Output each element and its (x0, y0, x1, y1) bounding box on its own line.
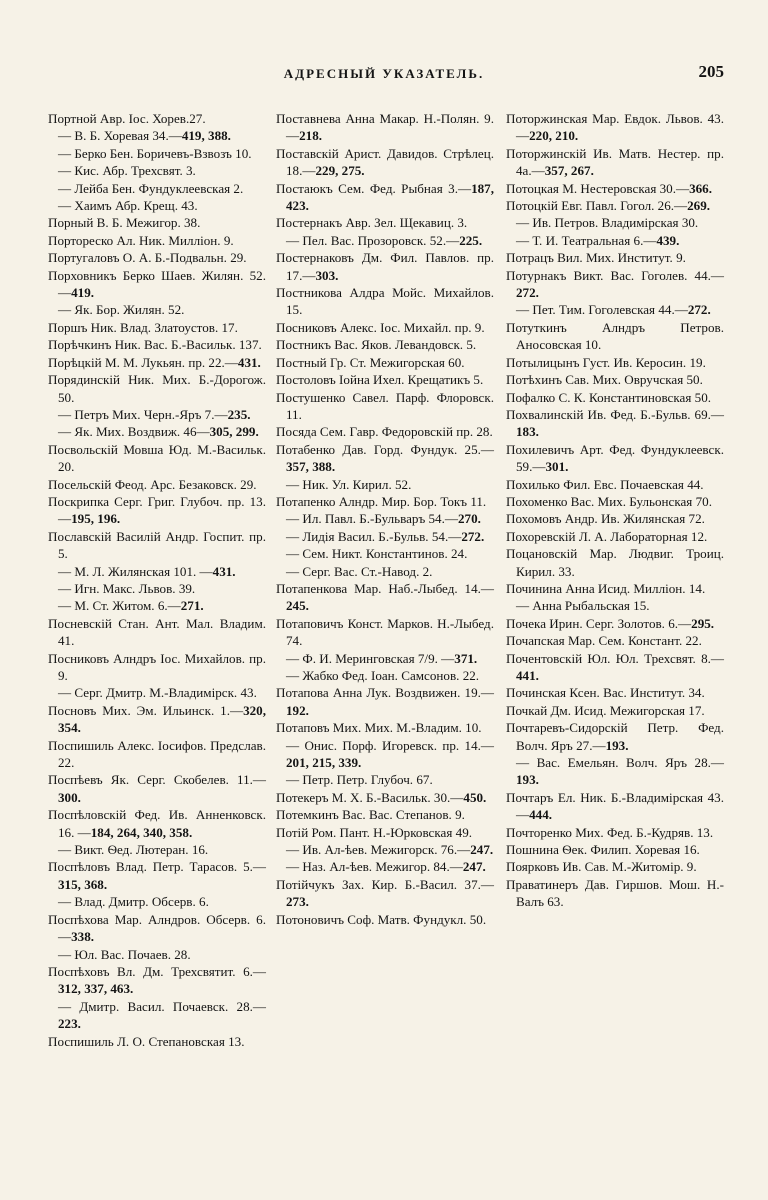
directory-entry (276, 719, 494, 736)
entry-text: — Онис. Порф. Игоревск. пр. 14.— (286, 737, 494, 753)
entry-text: Постаюкъ Сем. Фед. Рыбная 3.— (276, 180, 472, 196)
entry-text: Потемкинъ Вас. Вас. Степанов. 9. (276, 807, 465, 823)
entry-text: Поспѣхова Мар. Алндров. Обсерв. 6.— (48, 911, 266, 945)
directory-entry (276, 423, 494, 440)
directory-entry (48, 580, 266, 597)
entry-phone: 183. (516, 424, 539, 440)
directory-entry (506, 702, 724, 719)
entry-phone: 303. (315, 267, 339, 283)
directory-entry (506, 232, 724, 249)
directory-entry (506, 371, 724, 388)
directory-entry (48, 301, 266, 318)
entry-text: Потапова Анна Лук. Воздвижен. 19.— (276, 685, 494, 701)
entry-text: — Ф. И. Меринговская 7/9. — (286, 650, 455, 666)
column-1 (48, 110, 266, 1050)
entry-text: Потабенко Дав. Горд. Фундук. 25.— (276, 441, 494, 457)
directory-entry (48, 615, 266, 650)
entry-phone: 218. (299, 128, 323, 144)
directory-entry (276, 789, 494, 806)
entry-phone: 225. (459, 232, 483, 248)
directory-entry (276, 214, 494, 231)
entry-text: — В. Б. Хоревая 34.— (58, 128, 182, 144)
directory-entry (48, 267, 266, 302)
entry-text: — М. Ст. Житом. 6.— (58, 598, 181, 614)
entry-text: Посяда Сем. Гавр. Федоровскій пр. 28. (276, 424, 493, 440)
entry-phone: 338. (71, 929, 95, 945)
entry-phone: 193. (605, 737, 629, 753)
directory-entry (506, 301, 724, 318)
entry-text: Постушенко Савел. Парф. Флоровск. 11. (276, 389, 494, 422)
entry-phone: 220, 210. (529, 128, 579, 144)
entry-text: Поспѣловскій Фед. Ив. Анненковск. 16. — (48, 807, 266, 840)
directory-entry (48, 806, 266, 841)
directory-entry (276, 545, 494, 562)
entry-phone: 272. (687, 302, 711, 318)
directory-entry (506, 597, 724, 614)
directory-entry (48, 563, 266, 580)
directory-entry (48, 249, 266, 266)
entry-text: — Лейба Бен. Фундуклеевская 2. (58, 180, 244, 196)
directory-entry (48, 371, 266, 406)
entry-text: Похомовъ Андр. Ив. Жилянская 72. (506, 511, 705, 527)
entry-phone: 315, 368. (58, 876, 108, 892)
entry-text: — Сем. Никт. Константинов. 24. (286, 546, 468, 562)
directory-entry (506, 545, 724, 580)
entry-phone: 229, 275. (315, 163, 365, 179)
entry-text: Порядинскій Ник. Мих. Б.-Дорогож. 50. (48, 372, 266, 405)
directory-entry (48, 841, 266, 858)
directory-entry (276, 806, 494, 823)
directory-entry (48, 441, 266, 476)
entry-text: Потѣхинъ Сав. Мих. Овручская 50. (506, 372, 703, 388)
entry-text: Поспѣевъ Як. Серг. Скобелев. 11.— (48, 772, 266, 788)
directory-entry (48, 963, 266, 998)
entry-text: Посвольскій Мовша Юд. М.-Васильк. 20. (48, 441, 266, 475)
entry-text: Почтаревъ-Сидорскій Петр. Фед. Волч. Яръ 27.— (506, 720, 724, 753)
directory-entry (48, 336, 266, 353)
entry-text: Пофалко С. К. Константиновская 50. (506, 389, 712, 405)
directory-entry (506, 476, 724, 493)
entry-text: Потурнакъ Викт. Вас. Гоголев. 44.— (506, 267, 724, 283)
entry-phone: 419. (71, 285, 95, 301)
entry-text: — Наз. Ал-ѣев. Межигор. 84.— (286, 859, 463, 875)
entry-phone: 184, 264, 340, 358. (90, 824, 193, 840)
directory-entry (48, 214, 266, 231)
entry-text: Посновъ Мих. Эм. Ильинск. 1.— (48, 702, 244, 718)
entry-text: — Серг. Вас. Ст.-Навод. 2. (286, 563, 433, 579)
entry-phone: 271. (180, 598, 204, 614)
entry-text: Порный В. Б. Межигор. 38. (48, 215, 201, 231)
directory-entry (48, 232, 266, 249)
entry-text: Праватинеръ Дав. Гиршов. Мош. Н.-Валъ 63. (506, 876, 724, 910)
directory-entry (276, 232, 494, 249)
entry-phone: 444. (529, 807, 553, 823)
entry-text: — Пел. Вас. Прозоровск. 52.— (286, 232, 460, 248)
entry-text: Почентовскій Юл. Юл. Трехсвят. 8.— (506, 650, 724, 666)
directory-entry (506, 841, 724, 858)
directory-entry (48, 145, 266, 162)
directory-entry (48, 946, 266, 963)
directory-entry (276, 580, 494, 615)
directory-entry (48, 998, 266, 1033)
directory-entry (276, 371, 494, 388)
directory-entry (48, 528, 266, 563)
entry-text: Поярковъ Ив. Сав. М.-Житомір. 9. (506, 859, 697, 875)
entry-text: Почапская Мар. Сем. Констант. 22. (506, 633, 702, 649)
entry-phone: 441. (516, 668, 539, 683)
directory-entry (276, 841, 494, 858)
entry-phone: 312, 337, 463. (58, 981, 134, 997)
directory-entry (48, 493, 266, 528)
directory-entry (276, 824, 494, 841)
entry-text: Портной Авр. Іос. Хорев.27. (48, 111, 206, 126)
entry-phone: 269. (687, 198, 711, 214)
entry-text: — Як. Мих. Воздвиж. 46— (58, 424, 210, 440)
entry-text: Постернаковъ Дм. Фил. Павлов. пр. 17.— (276, 250, 494, 283)
entry-text: Похоменко Вас. Мих. Бульонская 70. (506, 493, 712, 509)
entry-phone: 223. (58, 1016, 81, 1032)
entry-text: Постникова Алдра Мойс. Михайлов. 15. (276, 285, 494, 318)
entry-phone: 193. (516, 772, 539, 788)
directory-entry (506, 858, 724, 875)
entry-text: Постоловъ Іойна Ихел. Крещатикъ 5. (276, 372, 484, 388)
directory-entry (506, 789, 724, 824)
entry-text: Похоревскій Л. А. Лабораторная 12. (506, 528, 708, 544)
entry-text: Порѣцкій М. М. Лукьян. пр. 22.— (48, 354, 238, 370)
entry-phone: 431. (237, 354, 261, 370)
entry-phone: 192. (286, 702, 309, 718)
entry-phone: 450. (463, 789, 487, 805)
directory-entry (48, 771, 266, 806)
directory-entry (506, 684, 724, 701)
entry-text: — Серг. Дмитр. М.-Владимірск. 43. (58, 685, 257, 701)
entry-phone: 439. (656, 232, 680, 248)
entry-text: Поршъ Ник. Влад. Златоустов. 17. (48, 319, 238, 335)
directory-entry (48, 858, 266, 893)
directory-entry (506, 615, 724, 632)
entry-phone: 187, 423. (286, 180, 494, 214)
entry-text: Потылицынъ Густ. Ив. Керосин. 19. (506, 354, 706, 370)
directory-entry (276, 510, 494, 527)
directory-entry (48, 319, 266, 336)
entry-phone: 357, 267. (544, 163, 594, 179)
entry-text: — Петръ Мих. Черн.-Яръ 7.— (58, 406, 228, 422)
entry-text: Поставскій Арист. Давидов. Стрѣлец. 18.— (276, 145, 494, 179)
directory-entry (48, 476, 266, 493)
directory-entry (506, 754, 724, 789)
entry-phone: 301. (545, 459, 569, 475)
entry-phone: 419, 388. (181, 128, 231, 144)
entry-text: Потуткинъ Алндръ Петров. Аносовская 10. (506, 319, 724, 353)
directory-entry (506, 197, 724, 214)
entry-text: Похилько Фил. Евс. Почаевская 44. (506, 476, 704, 492)
entry-phone: 320, 354. (58, 702, 266, 736)
entry-text: — Ив. Ал-ѣев. Межигорск. 76.— (286, 842, 471, 858)
entry-phone: 247. (470, 842, 494, 858)
directory-entry (506, 406, 724, 441)
entry-text: Потрацъ Вил. Мих. Институт. 9. (506, 250, 686, 266)
entry-text: — Кис. Абр. Трехсвят. 3. (58, 163, 196, 179)
entry-text: Портореско Ал. Ник. Милліон. 9. (48, 232, 234, 248)
directory-entry (48, 1033, 266, 1050)
directory-entry (506, 267, 724, 302)
entry-text: — Юл. Вас. Почаев. 28. (58, 946, 191, 962)
directory-entry (506, 580, 724, 597)
directory-entry (276, 650, 494, 667)
directory-entry (48, 911, 266, 946)
directory-entry (48, 597, 266, 614)
directory-entry (48, 737, 266, 772)
column-2 (276, 110, 494, 928)
entry-phone: 201, 215, 339. (286, 755, 362, 771)
entry-text: Починская Ксен. Вас. Институт. 34. (506, 685, 705, 701)
directory-entry (506, 528, 724, 545)
entry-phone: 272. (516, 285, 539, 301)
directory-entry (276, 441, 494, 476)
entry-text: Поскрипка Серг. Григ. Глубоч. пр. 13.— (48, 493, 266, 527)
page-number: 205 (698, 62, 724, 81)
entry-text: — Ил. Павл. Б.-Бульваръ 54.— (286, 511, 458, 527)
entry-text: Похилевичъ Арт. Фед. Фундуклеевск. 59.— (506, 441, 724, 475)
directory-entry (48, 180, 266, 197)
entry-text: Посельскій Феод. Арс. Безаковск. 29. (48, 476, 257, 492)
entry-phone: 305, 299. (209, 424, 259, 440)
directory-entry (506, 824, 724, 841)
directory-entry (506, 110, 724, 145)
entry-phone: 300. (58, 789, 81, 805)
directory-entry (506, 214, 724, 231)
directory-entry (276, 563, 494, 580)
directory-entry (276, 493, 494, 510)
entry-text: Пославскій Василій Андр. Госпит. пр. 5. (48, 528, 266, 562)
entry-text: Поставнева Анна Макар. Н.-Полян. 9.— (276, 111, 494, 144)
entry-text: Потекеръ М. Х. Б.-Васильк. 30.— (276, 789, 464, 805)
entry-text: Поспишиль Алекс. Іосифов. Предслав. 22. (48, 737, 266, 771)
running-title: АДРЕСНЫЙ УКАЗАТЕЛЬ. (283, 66, 485, 81)
directory-entry (506, 180, 724, 197)
entry-text: Похвалинскій Ив. Фед. Б.-Бульв. 69.— (506, 406, 724, 422)
entry-text: Поцановскій Мар. Людвиг. Троиц. Кирил. 33. (506, 546, 724, 579)
entry-phone: 273. (286, 894, 309, 910)
entry-phone: 272. (461, 528, 485, 544)
entry-text: Потоцкій Евг. Павл. Гогол. 26.— (506, 198, 688, 214)
directory-entry (276, 180, 494, 215)
directory-entry (276, 336, 494, 353)
entry-text: Порѣчкинъ Ник. Вас. Б.-Васильк. 137. (48, 337, 262, 353)
entry-phone: 195, 196. (71, 511, 121, 527)
page-header (0, 62, 768, 86)
directory-entry (506, 876, 724, 911)
entry-text: Посниковъ Алндръ Іос. Михайлов. пр. 9. (48, 650, 266, 683)
directory-entry (506, 493, 724, 510)
directory-entry (48, 162, 266, 179)
entry-text: Постникъ Вас. Яков. Левандовск. 5. (276, 337, 477, 353)
entry-text: Почека Ирин. Серг. Золотов. 6.— (506, 615, 692, 631)
entry-text: — Влад. Дмитр. Обсерв. 6. (58, 894, 209, 910)
directory-entry (48, 127, 266, 144)
directory-entry (276, 476, 494, 493)
directory-entry (276, 284, 494, 319)
entry-text: — Дмитр. Васил. Почаевск. 28.— (58, 998, 266, 1014)
entry-text: Пошнина Ѳек. Филип. Хоревая 16. (506, 842, 700, 858)
directory-entry (276, 737, 494, 772)
entry-text: Починина Анна Исид. Милліон. 14. (506, 580, 706, 596)
directory-entry (276, 771, 494, 788)
entry-text: Поспишиль Л. О. Степановская 13. (48, 1033, 245, 1049)
directory-entry (506, 441, 724, 476)
directory-entry (48, 406, 266, 423)
directory-entry (48, 423, 266, 440)
entry-text: Посневскій Стан. Ант. Мал. Владим. 41. (48, 615, 266, 649)
entry-text: — Берко Бен. Боричевъ-Взвозъ 10. (58, 145, 252, 161)
directory-entry (276, 876, 494, 911)
directory-entry (276, 110, 494, 145)
directory-entry (48, 354, 266, 371)
entry-text: — Хаимъ Абр. Крещ. 43. (58, 198, 198, 214)
directory-entry (276, 667, 494, 684)
directory-entry (276, 354, 494, 371)
entry-phone: 431. (212, 563, 236, 579)
entry-text: Потаповичъ Конст. Марков. Н.-Лыбед. 74. (276, 615, 494, 649)
directory-entry (276, 389, 494, 424)
entry-text: Потаповъ Мих. Мих. М.-Владим. 10. (276, 720, 482, 736)
entry-text: Почторенко Мих. Фед. Б.-Кудряв. 13. (506, 824, 714, 840)
entry-phone: 357, 388. (286, 459, 336, 475)
entry-text: — Игн. Макс. Львов. 39. (58, 580, 196, 596)
entry-text: — Як. Бор. Жилян. 52. (58, 302, 185, 318)
directory-entry (506, 249, 724, 266)
entry-text: — Петр. Петр. Глубоч. 67. (286, 772, 433, 788)
entry-text: Пocниковъ Алекс. Іос. Михайл. пр. 9. (276, 319, 485, 335)
entry-phone: 245. (286, 598, 309, 614)
entry-text: Почтаръ Ел. Ник. Б.-Владимірская 43.— (506, 789, 724, 823)
directory-entry (506, 389, 724, 406)
directory-entry (48, 650, 266, 685)
entry-phone: 235. (227, 406, 251, 422)
entry-text: Потапенкова Мар. Наб.-Лыбед. 14.— (276, 580, 494, 596)
entry-text: Постный Гр. Ст. Межигорская 60. (276, 354, 465, 370)
directory-entry (506, 650, 724, 685)
entry-text: Постернакъ Авр. Зел. Щекавиц. 3. (276, 215, 468, 231)
entry-text: Потапенко Алндр. Мир. Бор. Токъ 11. (276, 493, 487, 509)
entry-text: Поспѣловъ Влад. Петр. Тарасов. 5.— (48, 859, 266, 875)
directory-entry (48, 893, 266, 910)
entry-text: Поспѣховъ Вл. Дм. Трехсвятит. 6.— (48, 963, 266, 979)
directory-entry (506, 145, 724, 180)
entry-phone: 371. (454, 650, 478, 666)
entry-text: — Жабко Фед. Іоан. Самсонов. 22. (286, 668, 480, 683)
entry-text: Потоновичъ Соф. Матв. Фундукл. 50. (276, 911, 487, 927)
entry-text: — Вас. Емельян. Волч. Яръ 28.— (516, 755, 724, 771)
directory-entry (506, 510, 724, 527)
directory-entry (276, 145, 494, 180)
entry-text: Потій Ром. Пант. Н.-Юрковская 49. (276, 824, 473, 840)
directory-entry (48, 110, 266, 127)
entry-phone: 270. (457, 511, 481, 527)
entry-text: Поторжинская Мар. Евдок. Львов. 43.— (506, 111, 724, 144)
directory-entry (276, 911, 494, 928)
directory-entry (506, 632, 724, 649)
directory-entry (506, 719, 724, 754)
directory-entry (276, 528, 494, 545)
entry-text: Почкай Дм. Исид. Межигорская 17. (506, 702, 705, 718)
entry-text: Португаловъ О. А. Б.-Подвальн. 29. (48, 250, 247, 266)
directory-entry (506, 319, 724, 354)
entry-text: — М. Л. Жилянская 101. — (58, 563, 213, 579)
column-3 (506, 110, 724, 911)
directory-entry (48, 684, 266, 701)
entry-phone: 366. (689, 180, 712, 196)
directory-entry (48, 197, 266, 214)
directory-entry (276, 249, 494, 284)
entry-text: — Т. И. Театральная 6.— (516, 232, 657, 248)
directory-entry (48, 702, 266, 737)
entry-text: — Анна Рыбальская 15. (516, 598, 650, 614)
entry-text: Потоцкая М. Нестеровская 30.— (506, 180, 690, 196)
entry-phone: 295. (691, 615, 715, 631)
directory-entry (276, 684, 494, 719)
entry-text: — Викт. Ѳед. Лютеран. 16. (58, 842, 209, 858)
entry-text: Поторжинскій Ив. Матв. Нестер. пр. 4а.— (506, 145, 724, 179)
directory-entry (276, 615, 494, 650)
entry-text: Порховникъ Берко Шаев. Жилян. 52.— (48, 267, 266, 301)
entry-text: — Пет. Тим. Гоголевская 44.— (516, 302, 688, 318)
directory-entry (276, 858, 494, 875)
directory-entry (276, 319, 494, 336)
entry-text: — Ник. Ул. Кирил. 52. (286, 476, 412, 492)
entry-text: — Лидія Васил. Б.-Бульв. 54.— (286, 528, 462, 544)
entry-phone: 247. (462, 859, 486, 875)
directory-entry (506, 354, 724, 371)
entry-text: Потійчукъ Зах. Кир. Б.-Васил. 37.— (276, 876, 494, 892)
entry-text: — Ив. Петров. Владимірская 30. (516, 215, 699, 231)
